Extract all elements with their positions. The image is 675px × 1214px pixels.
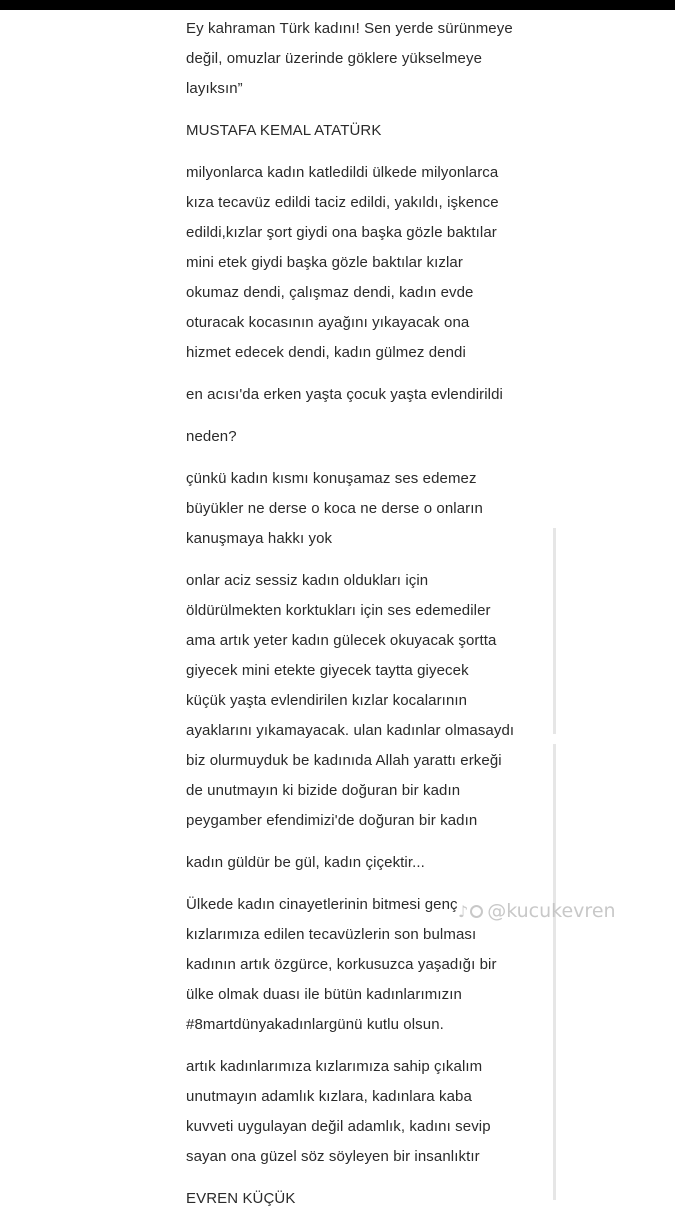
- text-line: Ülkede kadın cinayetlerinin bitmesi genç: [186, 896, 458, 913]
- watermark-handle: @kucukevren: [487, 900, 616, 922]
- text-line: küçük yaşta evlendirilen kızlar kocalarının: [186, 692, 468, 709]
- text-line: MUSTAFA KEMAL ATATÜRK: [186, 122, 382, 139]
- text-line: kuvveti uygulayan değil adamlık, kadını sevip: [186, 1118, 491, 1135]
- tiktok-icon: ♪: [458, 902, 483, 921]
- text-line: unutmayın adamlık kızlara, kadınlara kaba: [186, 1088, 472, 1105]
- paragraph: [186, 464, 556, 554]
- text-line: okumaz dendi, çalışmaz dendi, kadın evde: [186, 284, 474, 301]
- text-line: ayaklarını yıkamayacak. ulan kadınlar olmasaydı: [186, 722, 515, 739]
- scrollbar-segment[interactable]: [553, 528, 556, 734]
- paragraph: [186, 566, 556, 836]
- text-line: mini etek giydi başka gözle baktılar kızlar: [186, 254, 463, 271]
- text-line: giyecek mini etekte giyecek taytta giyecek: [186, 662, 469, 679]
- text-line: en acısı'da erken yaşta çocuk yaşta evlendirildi: [186, 386, 503, 403]
- text-line: de unutmayın ki bizide doğuran bir kadın: [186, 782, 461, 799]
- text-line: layıksın”: [186, 80, 243, 97]
- tiktok-watermark: [458, 900, 616, 922]
- paragraph: [186, 1184, 556, 1214]
- text-line: kızlarımıza edilen tecavüzlerin son bulması: [186, 926, 477, 943]
- paragraph: [186, 380, 556, 410]
- text-line: artık kadınlarımıza kızlarımıza sahip çıkalım: [186, 1058, 483, 1075]
- text-line: sayan ona güzel söz söyleyen bir insanlıktır: [186, 1148, 480, 1165]
- text-line: onlar aciz sessiz kadın oldukları için: [186, 572, 429, 589]
- text-line: kanuşmaya hakkı yok: [186, 530, 333, 547]
- text-line: oturacak kocasının ayağını yıkayacak ona: [186, 314, 470, 331]
- text-line: edildi,kızlar şort giydi ona başka gözle baktılar: [186, 224, 497, 241]
- text-line: #8martdünyakadınlargünü kutlu olsun.: [186, 1016, 444, 1033]
- status-bar: [0, 0, 675, 10]
- text-line: kadın güldür be gül, kadın çiçektir...: [186, 854, 425, 871]
- text-line: değil, omuzlar üzerinde göklere yükselmeye: [186, 50, 483, 67]
- text-line: hizmet edecek dendi, kadın gülmez dendi: [186, 344, 466, 361]
- text-line: Ey kahraman Türk kadını! Sen yerde sürünmeye: [186, 20, 513, 37]
- scrollbar-segment[interactable]: [553, 744, 556, 1200]
- paragraph: [186, 158, 556, 368]
- paragraph: [186, 1052, 556, 1172]
- text-line: ama artık yeter kadın gülecek okuyacak şortta: [186, 632, 497, 649]
- text-line: neden?: [186, 428, 237, 445]
- paragraph: [186, 848, 556, 878]
- text-line: büyükler ne derse o koca ne derse o onların: [186, 500, 483, 517]
- text-line: öldürülmekten korktukları için ses edemediler: [186, 602, 491, 619]
- text-line: çünkü kadın kısmı konuşamaz ses edemez: [186, 470, 477, 487]
- paragraph: [186, 422, 556, 452]
- text-line: peygamber efendimizi'de doğuran bir kadın: [186, 812, 478, 829]
- text-line: EVREN KÜÇÜK: [186, 1190, 296, 1207]
- text-line: kadının artık özgürce, korkusuzca yaşadığı bir: [186, 956, 497, 973]
- text-line: ülke olmak duası ile bütün kadınlarımızın: [186, 986, 462, 1003]
- paragraph: [186, 14, 556, 104]
- article-body: [186, 14, 556, 1214]
- text-line: kıza tecavüz edildi taciz edildi, yakıldı, işkence: [186, 194, 499, 211]
- paragraph: [186, 116, 556, 146]
- text-line: biz olurmuyduk be kadınıda Allah yarattı erkeği: [186, 752, 502, 769]
- text-line: milyonlarca kadın katledildi ülkede milyonlarca: [186, 164, 499, 181]
